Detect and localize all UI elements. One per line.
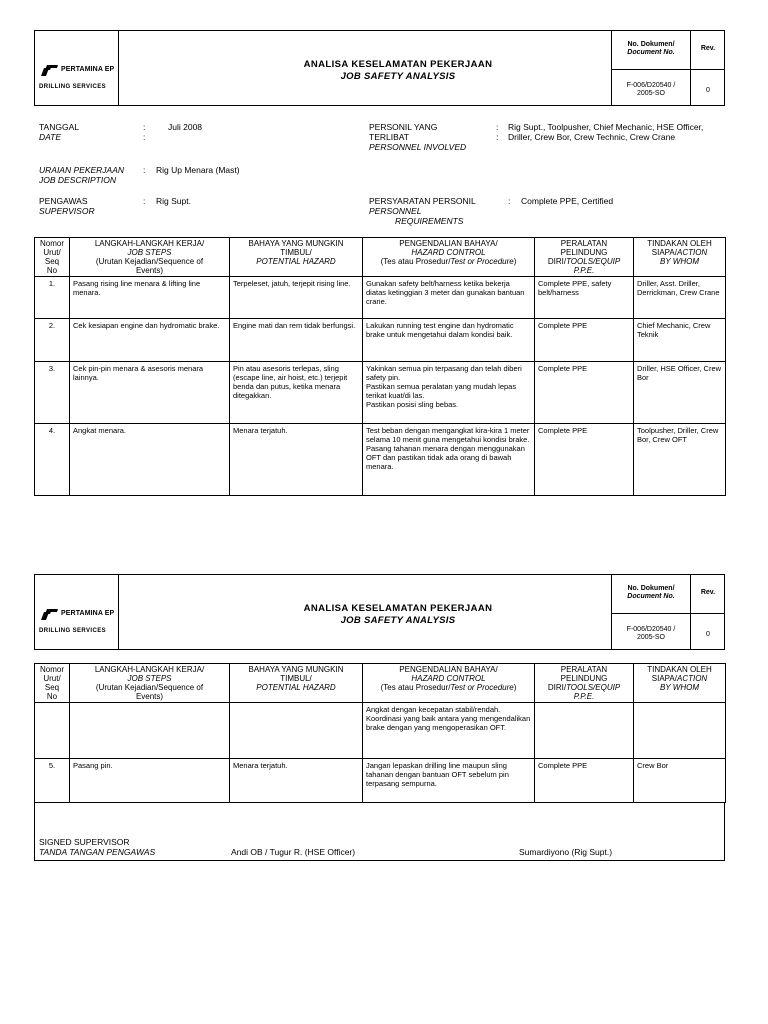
company-logo	[39, 606, 114, 622]
cell-job-step: Angkat menara.	[70, 424, 230, 496]
date-value: Juli 2008	[168, 122, 203, 132]
header-text: Urut/	[43, 674, 61, 683]
signatory-hse: Andi OB / Tugur R. (HSE Officer)	[231, 847, 356, 857]
col-header-control	[363, 664, 535, 703]
header-text: BY WHOM	[660, 257, 699, 266]
header-text: HAZARD CONTROL	[411, 674, 486, 683]
header-text: P.P.E.	[573, 266, 595, 275]
col-header-hazard	[230, 238, 363, 277]
header-text: LANGKAH-LANGKAH KERJA/	[94, 665, 205, 674]
header-text: LANGKAH-LANGKAH KERJA/	[94, 239, 205, 248]
col-header-control	[363, 238, 535, 277]
job-description-value: Rig Up Menara (Mast)	[156, 165, 240, 175]
header-text: DIRI/	[547, 683, 567, 692]
header-text: ACTION	[676, 674, 708, 683]
cell-hazard-control: Yakinkan semua pin terpasang dan telah diberi safety pin. Pastikan semua peralatan yang mudah lepas terikat kuat/di las. Pastikan posisi sling bebas.	[363, 362, 535, 424]
cell-hazard-control: Lakukan running test engine dan hydromatic brake untuk mengetahui dalam kondisi baik.	[363, 319, 535, 362]
rev-label: Rev.	[700, 589, 716, 596]
cell-potential-hazard: Menara terjatuh.	[230, 759, 363, 803]
table-row	[35, 703, 726, 759]
header-text: P.P.E.	[573, 692, 595, 701]
doc-no-label: No. Dokumen/ Document No.	[627, 41, 675, 56]
col-header-whom	[634, 238, 726, 277]
col-header-steps	[70, 664, 230, 703]
cell-action-by: Driller, Asst. Driller, Derrickman, Crew Crane	[634, 277, 726, 319]
rev-label: Rev.	[700, 45, 716, 52]
col-header-whom	[634, 664, 726, 703]
cell-potential-hazard: Menara terjatuh.	[230, 424, 363, 496]
colon: :	[143, 165, 146, 175]
title-english: JOB SAFETY ANALYSIS	[340, 71, 456, 82]
colon: : :	[496, 122, 499, 142]
colon: : :	[143, 122, 146, 142]
cell-seq-no	[35, 703, 70, 759]
header-text: TIMBUL/	[280, 248, 312, 257]
title-english: JOB SAFETY ANALYSIS	[340, 615, 456, 626]
requirements-label: PERSYARATAN PERSONIL PERSONNEL REQUIREMENTS	[369, 196, 476, 226]
header-text: SIAPA/	[651, 248, 677, 257]
document-header	[34, 30, 725, 106]
cell-hazard-control: Jangan lepaskan drilling line maupun sling tahanan dengan bantuan OFT sebelum pin terpasang sempurna.	[363, 759, 535, 803]
signature-label: SIGNED SUPERVISOR TANDA TANGAN PENGAWAS	[39, 837, 156, 857]
company-name: PERTAMINA EP	[61, 610, 115, 617]
header-text: Test or Procedure	[450, 683, 514, 692]
rev-value: 0	[706, 87, 710, 94]
title-indonesian: ANALISA KESELAMATAN PEKERJAAN	[303, 59, 493, 70]
header-text: )	[513, 683, 517, 692]
cell-job-step: Pasang pin.	[70, 759, 230, 803]
col-header-hazard	[230, 664, 363, 703]
header-text: JOB STEPS	[127, 248, 172, 257]
header-text: HAZARD CONTROL	[411, 248, 486, 257]
signatory-rig-supt: Sumardiyono (Rig Supt.)	[519, 847, 613, 857]
header-text: No	[46, 266, 58, 275]
header-text: (Tes atau Prosedur/	[380, 683, 451, 692]
cell-ppe: Complete PPE	[535, 362, 634, 424]
cell-action-by: Crew Bor	[634, 759, 726, 803]
cell-seq-no: 1.	[35, 277, 70, 319]
header-text: PENGENDALIAN BAHAYA/	[399, 665, 498, 674]
colon: :	[508, 196, 511, 206]
cell-job-step: Pasang rising line menara & lifting line menara.	[70, 277, 230, 319]
cell-action-by: Toolpusher, Driller, Crew Bor, Crew OFT	[634, 424, 726, 496]
table-header-row	[35, 238, 726, 277]
cell-ppe: Complete PPE, safety belt/harness	[535, 277, 634, 319]
header-text: )	[513, 257, 517, 266]
personnel-value: Rig Supt., Toolpusher, Chief Mechanic, HSE Officer, Driller, Crew Bor, Crew Technic, Crew Crane	[508, 122, 704, 142]
table-row	[35, 362, 726, 424]
header-text: Urut/	[43, 248, 61, 257]
cell-potential-hazard	[230, 703, 363, 759]
cell-seq-no: 3.	[35, 362, 70, 424]
supervisor-value: Rig Supt.	[156, 196, 191, 206]
document-header	[34, 574, 725, 650]
col-header-no	[35, 238, 70, 277]
header-text: (Urutan Kejadian/Sequence of	[95, 683, 204, 692]
table-row	[35, 759, 726, 803]
header-text: TOOLS/EQUIP	[566, 683, 621, 692]
company-logo	[39, 62, 114, 78]
personnel-label: PERSONIL YANG TERLIBAT PERSONNEL INVOLVED	[369, 122, 467, 152]
header-text: Events)	[135, 266, 164, 275]
supervisor-label: PENGAWAS SUPERVISOR	[39, 196, 95, 216]
title-indonesian: ANALISA KESELAMATAN PEKERJAAN	[303, 603, 493, 614]
pertamina-logo-icon	[39, 62, 59, 78]
doc-no-label: No. Dokumen/ Document No.	[627, 585, 675, 600]
header-text: Nomor	[39, 239, 64, 248]
header-text: (Tes atau Prosedur/	[380, 257, 451, 266]
date-label: TANGGAL DATE	[39, 122, 79, 142]
header-text: POTENTIAL HAZARD	[256, 683, 336, 692]
header-text: Test or Procedure	[450, 257, 514, 266]
pertamina-logo-icon	[39, 606, 59, 622]
cell-job-step: Cek pin-pin menara & asesoris menara lainnya.	[70, 362, 230, 424]
header-text: JOB STEPS	[127, 674, 172, 683]
col-header-ppe	[535, 664, 634, 703]
header-text: PERALATAN	[560, 239, 608, 248]
col-header-ppe	[535, 238, 634, 277]
cell-seq-no: 5.	[35, 759, 70, 803]
cell-ppe: Complete PPE	[535, 424, 634, 496]
cell-potential-hazard: Pin atau asesoris terlepas, sling (escape line, air hoist, etc.) terjepit benda dan putus, ketika menara ditegakkan.	[230, 362, 363, 424]
doc-no-value: F-006/D20540 / 2005-SO	[626, 82, 676, 97]
cell-hazard-control: Gunakan safety belt/harness ketika bekerja diatas ketinggian 3 meter dan gunakan bantuan crane.	[363, 277, 535, 319]
table-row	[35, 424, 726, 496]
cell-potential-hazard: Terpeleset, jatuh, terjepit rising line.	[230, 277, 363, 319]
header-text: SIAPA/	[651, 674, 677, 683]
header-text: TINDAKAN OLEH	[647, 665, 712, 674]
job-description-label: URAIAN PEKERJAAN JOB DESCRIPTION	[39, 165, 125, 185]
header-text: Seq	[44, 683, 60, 692]
rev-value: 0	[706, 631, 710, 638]
cell-seq-no: 4.	[35, 424, 70, 496]
header-text: No	[46, 692, 58, 701]
cell-action-by	[634, 703, 726, 759]
jsa-table	[34, 663, 726, 803]
header-text: PELINDUNG	[560, 248, 608, 257]
header-text: BY WHOM	[660, 683, 699, 692]
cell-action-by: Driller, HSE Officer, Crew Bor	[634, 362, 726, 424]
table-row	[35, 319, 726, 362]
table-row	[35, 277, 726, 319]
cell-job-step	[70, 703, 230, 759]
header-text: ACTION	[676, 248, 708, 257]
signature-section	[34, 803, 725, 861]
header-text: Events)	[135, 692, 164, 701]
cell-job-step: Cek kesiapan engine dan hydromatic brake.	[70, 319, 230, 362]
header-text: Nomor	[39, 665, 64, 674]
division-name: DRILLING SERVICES	[39, 84, 107, 90]
col-header-steps	[70, 238, 230, 277]
header-text: TINDAKAN OLEH	[647, 239, 712, 248]
division-name: DRILLING SERVICES	[39, 628, 107, 634]
header-text: PERALATAN	[560, 665, 608, 674]
cell-ppe: Complete PPE	[535, 759, 634, 803]
col-header-no	[35, 664, 70, 703]
cell-action-by: Chief Mechanic, Crew Teknik	[634, 319, 726, 362]
header-text: PENGENDALIAN BAHAYA/	[399, 239, 498, 248]
doc-no-value: F-006/D20540 / 2005-SO	[626, 626, 676, 641]
cell-ppe: Complete PPE	[535, 319, 634, 362]
header-text: DIRI/	[547, 257, 567, 266]
header-text: POTENTIAL HAZARD	[256, 257, 336, 266]
header-text: BAHAYA YANG MUNGKIN	[248, 239, 344, 248]
company-name: PERTAMINA EP	[61, 66, 115, 73]
header-text: TIMBUL/	[280, 674, 312, 683]
header-text: TOOLS/EQUIP	[566, 257, 621, 266]
cell-hazard-control: Test beban dengan mengangkat kira-kira 1 meter selama 10 menit guna mengetahui kondisi brake. Pasang tahanan menara dengan menggunakan OFT dan pastikan tidak ada orang di bawah menara.	[363, 424, 535, 496]
cell-seq-no: 2.	[35, 319, 70, 362]
header-text: PELINDUNG	[560, 674, 608, 683]
cell-hazard-control: Angkat dengan kecepatan stabil/rendah. Koordinasi yang baik antara yang mengendalikan brake dengan yang mengoperasikan OFT.	[363, 703, 535, 759]
header-text: (Urutan Kejadian/Sequence of	[95, 257, 204, 266]
table-header-row	[35, 664, 726, 703]
header-text: Seq	[44, 257, 60, 266]
jsa-table	[34, 237, 726, 496]
cell-ppe	[535, 703, 634, 759]
header-text: BAHAYA YANG MUNGKIN	[248, 665, 344, 674]
requirements-value: Complete PPE, Certified	[521, 196, 614, 206]
cell-potential-hazard: Engine mati dan rem tidak berfungsi.	[230, 319, 363, 362]
colon: :	[143, 196, 146, 206]
